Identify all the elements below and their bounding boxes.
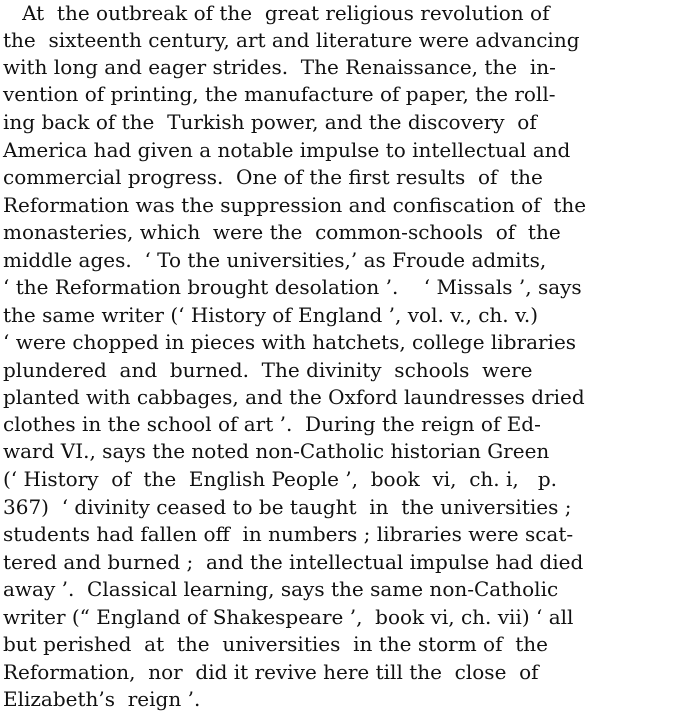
text-line: planted with cabbages, and the Oxford laundresses dried	[3, 385, 585, 409]
text-line: commercial progress. One of the first results of the	[3, 165, 543, 189]
text-line: 367) ‘ divinity ceased to be taught in the universities ;	[3, 495, 572, 519]
text-line: away ’. Classical learning, says the same non-Catholic	[3, 577, 559, 601]
text-line: ‘ the Reformation brought desolation ’. ‘ Missals ’, says	[3, 275, 582, 299]
text-line: the same writer (‘ History of England ’, vol. v., ch. v.)	[3, 303, 539, 327]
text-line: but perished at the universities in the storm of the	[3, 632, 548, 656]
text-line: Reformation was the suppression and confiscation of the	[3, 193, 587, 217]
text-line: with long and eager strides. The Renaissance, the in-	[3, 55, 556, 79]
text-line: the sixteenth century, art and literature were advancing	[3, 28, 580, 52]
text-line: ing back of the Turkish power, and the discovery of	[3, 110, 537, 134]
text-line: middle ages. ‘ To the universities,’ as Froude admits,	[3, 248, 547, 272]
text-line: monasteries, which were the common-schools of the	[3, 220, 561, 244]
text-line: writer (“ England of Shakespeare ’, book vi, ch. vii) ‘ all	[3, 605, 574, 629]
text-line: students had fallen off in numbers ; libraries were scat-	[3, 522, 574, 546]
text-line: America had given a notable impulse to intellectual and	[3, 138, 571, 162]
text-line: Elizabeth’s reign ’.	[3, 687, 201, 711]
text-line: vention of printing, the manufacture of paper, the roll-	[3, 82, 556, 106]
text-line: (‘ History of the English People ’, book vi, ch. i, p.	[3, 467, 558, 491]
text-line: plundered and burned. The divinity schools were	[3, 358, 533, 382]
text-line: Reformation, nor did it revive here till the close of	[3, 660, 539, 684]
text-line: tered and burned ; and the intellectual impulse had died	[3, 550, 584, 574]
document-page	[3, 0, 675, 722]
text-line: ward VI., says the noted non-Catholic historian Green	[3, 439, 550, 463]
text-line: ‘ were chopped in pieces with hatchets, college libraries	[3, 330, 577, 354]
text-line: clothes in the school of art ’. During the reign of Ed-	[3, 412, 541, 436]
text-line: At the outbreak of the great religious revolution of	[3, 1, 550, 25]
